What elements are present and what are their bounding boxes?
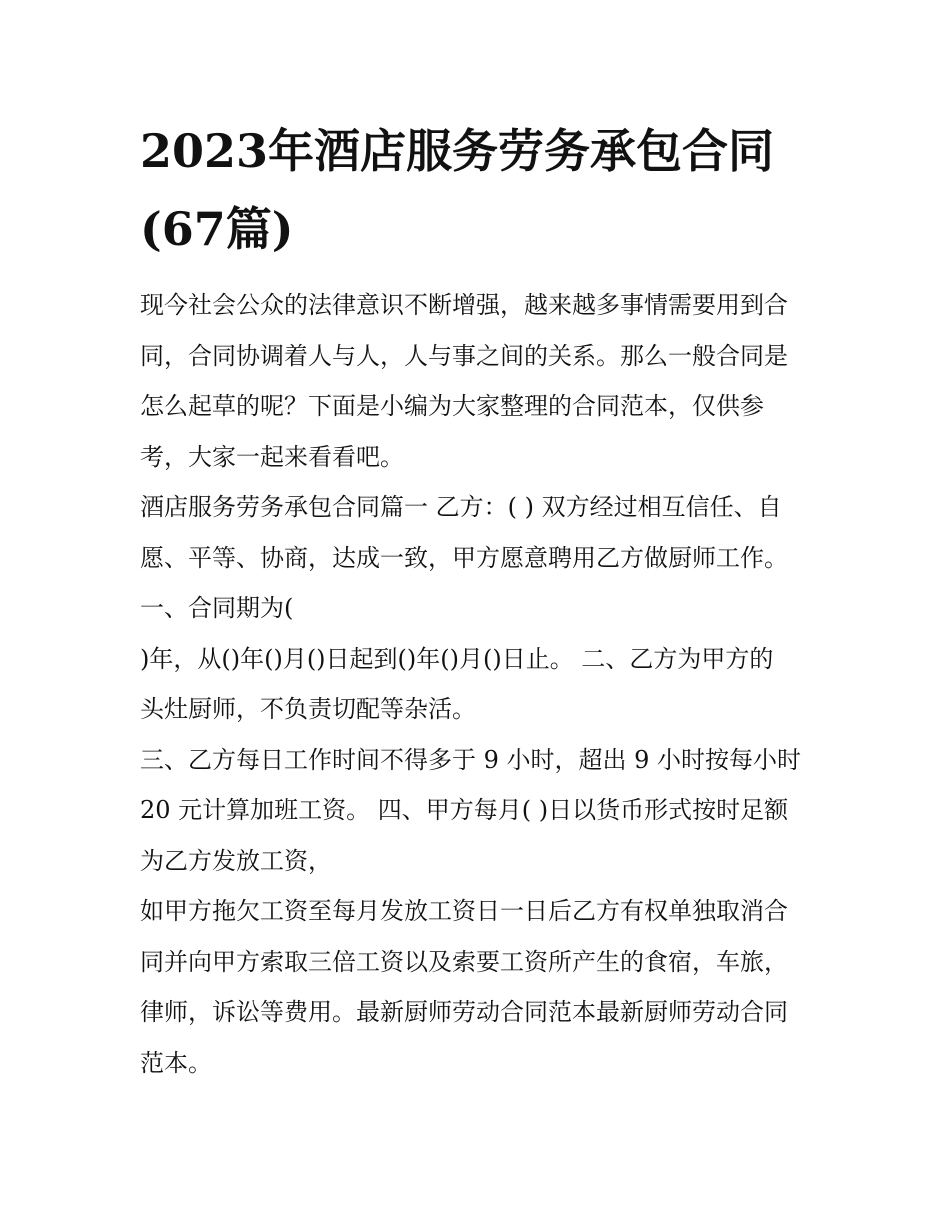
paragraph-working-hours bbox=[140, 735, 820, 887]
paragraph-intro bbox=[140, 280, 820, 482]
paragraph-contract-one bbox=[140, 482, 820, 735]
text-line: 为乙方发放工资， bbox=[140, 846, 332, 875]
text-line: 愿、平等、协商，达成一致，甲方愿意聘用乙方做厨师工作。 bbox=[140, 543, 788, 572]
text-line: 如甲方拖欠工资至每月发放工资日一日后乙方有权单独取消合 bbox=[140, 897, 788, 925]
text-line: 20 元计算加班工资。 四、甲方每月( )日以货币形式按时足额 bbox=[140, 796, 789, 824]
text-line: 律师，诉讼等费用。最新厨师劳动合同范本最新厨师劳动合同 bbox=[140, 998, 788, 1026]
text-line: 头灶厨师，不负责切配等杂活。 bbox=[140, 695, 476, 723]
paragraph-wage-arrears bbox=[140, 886, 820, 1088]
document-title bbox=[140, 112, 820, 268]
text-line: 同，合同协调着人与人，人与事之间的关系。那么一般合同是 bbox=[140, 341, 788, 370]
document-page bbox=[140, 112, 820, 1088]
text-line: 同并向甲方索取三倍工资以及索要工资所产生的食宿，车旅， bbox=[140, 947, 788, 976]
text-line: 范本。 bbox=[140, 1048, 212, 1077]
text-line: 酒店服务劳务承包合同篇一 乙方：( ) 双方经过相互信任、自 bbox=[140, 493, 782, 521]
text-line: 怎么起草的呢？下面是小编为大家整理的合同范本，仅供参 bbox=[140, 392, 764, 420]
text-line: )年，从()年()月()日起到()年()月()日止。 二、乙方为甲方的 bbox=[140, 644, 774, 673]
text-line: 一、合同期为( bbox=[140, 594, 294, 622]
text-line: 考，大家一起来看看吧。 bbox=[140, 442, 404, 471]
title-line-2: (67篇) bbox=[140, 202, 294, 256]
title-line-1: 2023年酒店服务劳务承包合同 bbox=[140, 124, 775, 178]
text-line: 现今社会公众的法律意识不断增强，越来越多事情需要用到合 bbox=[140, 291, 788, 319]
text-line: 三、乙方每日工作时间不得多于 9 小时，超出 9 小时按每小时 bbox=[140, 745, 802, 774]
